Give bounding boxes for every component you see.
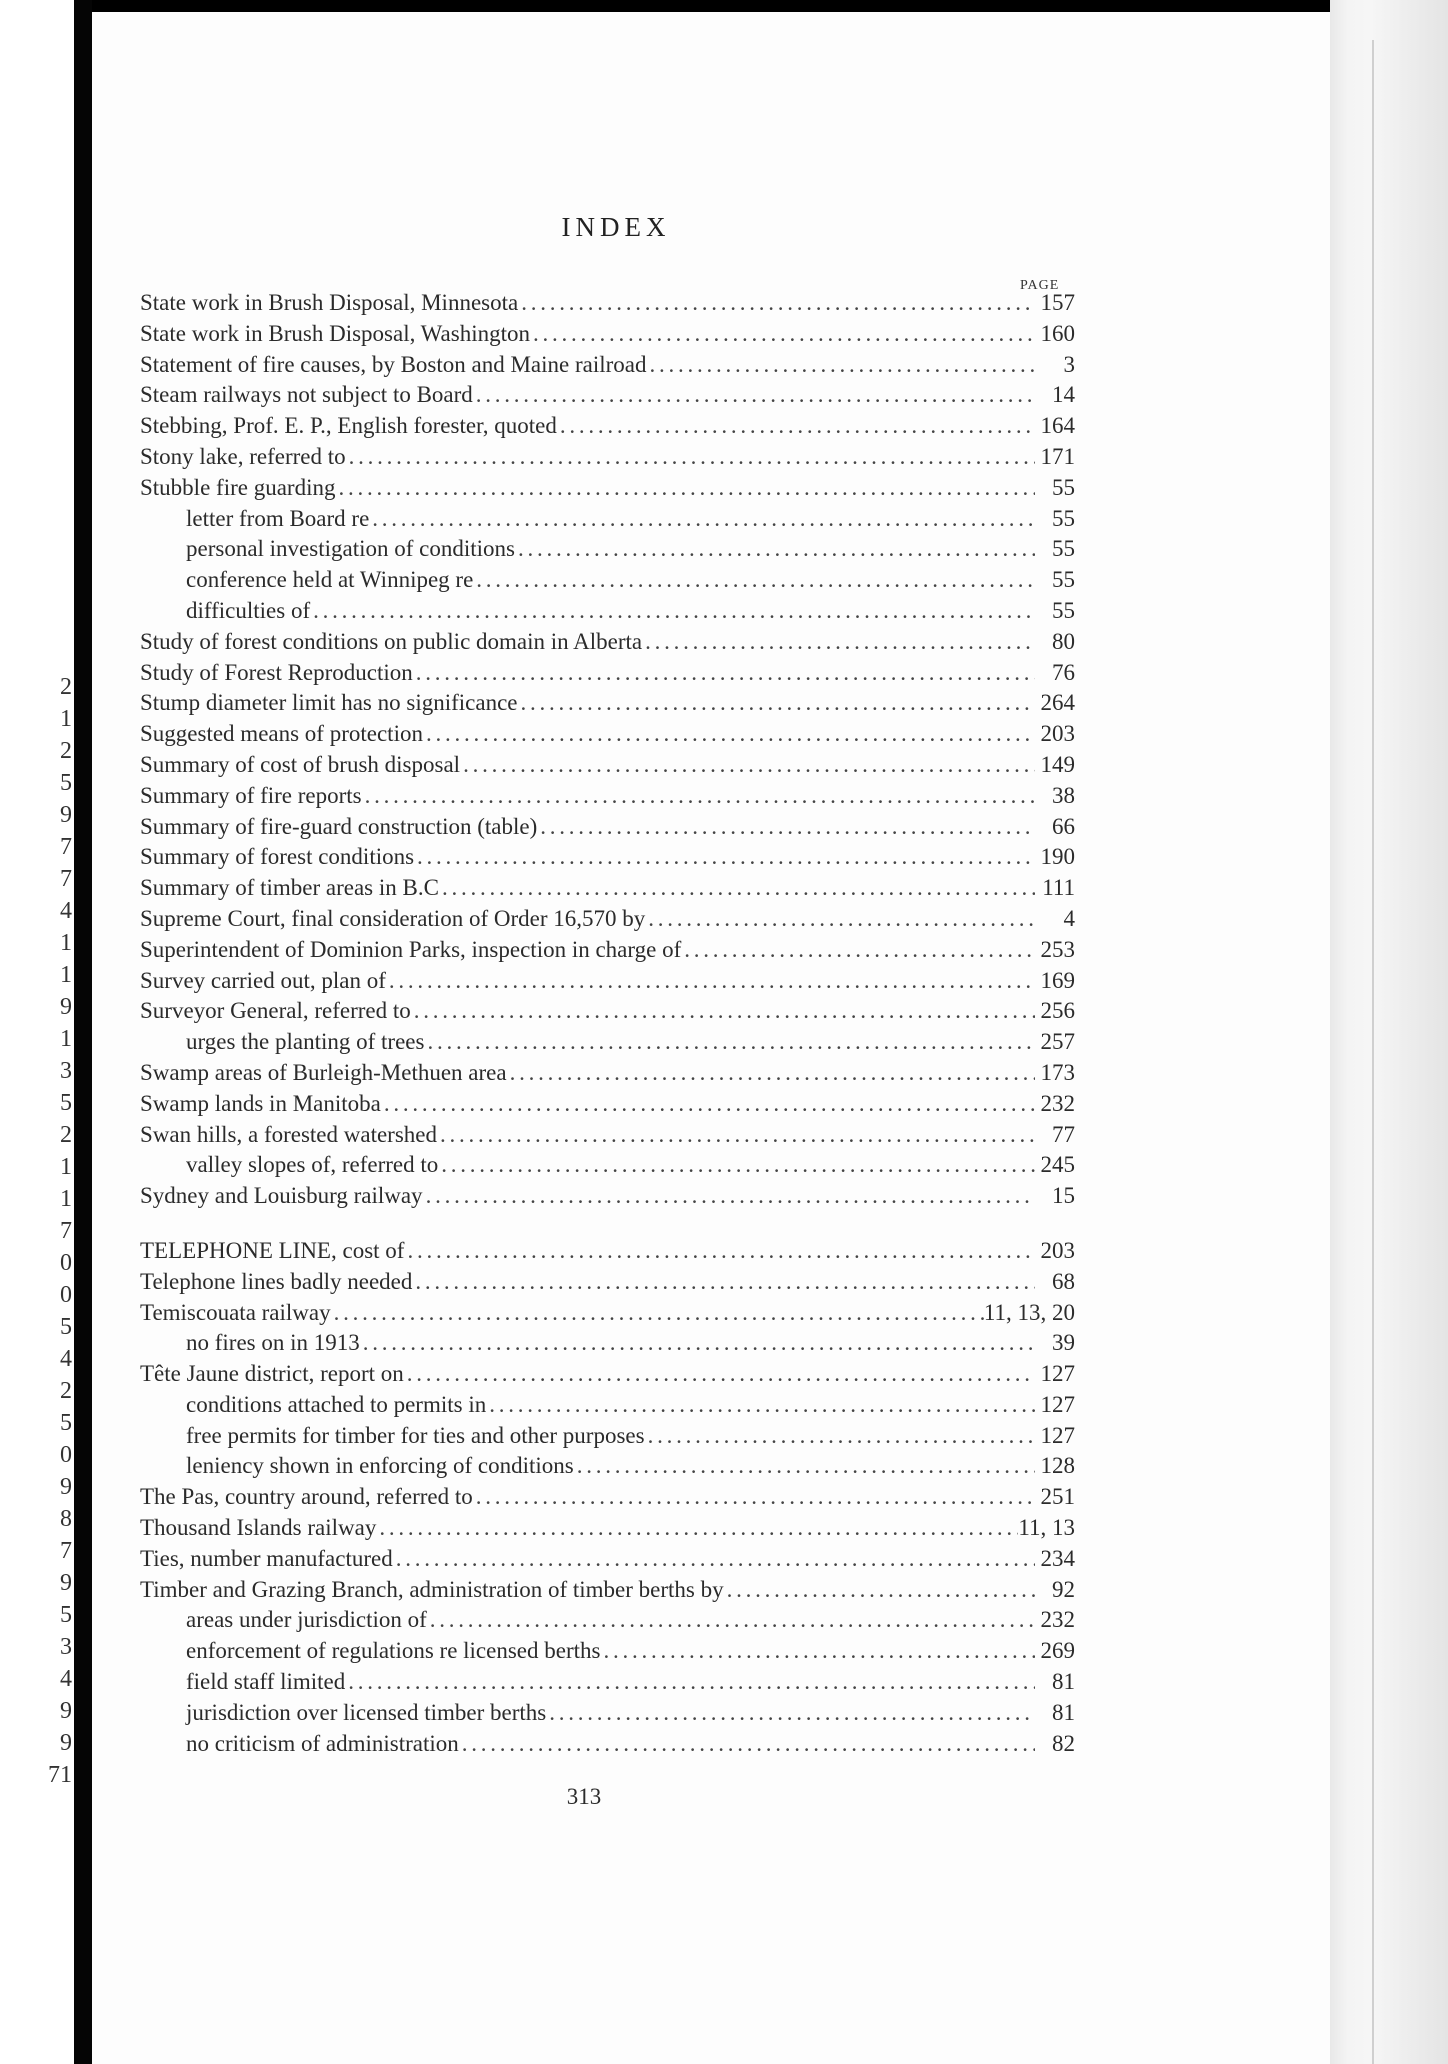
entry-label: areas under jurisdiction of [186, 1607, 427, 1633]
index-entry [140, 1298, 1075, 1329]
dot-leader [414, 842, 1035, 873]
facing-page-number: 5 [60, 1602, 72, 1628]
entry-page-ref: 55 [1052, 567, 1075, 593]
index-entry [140, 1482, 1075, 1513]
entry-page-ref: 127 [1040, 1361, 1075, 1387]
entry-label: State work in Brush Disposal, Minnesota [140, 290, 519, 315]
facing-page-number: 7 [60, 1218, 72, 1244]
entry-label: Summary of timber areas in B.C [140, 875, 439, 901]
entry-page-ref: 81 [1052, 1669, 1075, 1695]
index-entry [140, 781, 1075, 812]
entry-label: Stebbing, Prof. E. P., English forester, quoted [140, 413, 557, 439]
index-entry [140, 935, 1075, 966]
index-subentry [140, 596, 1075, 627]
entry-page-ref: 55 [1052, 536, 1075, 562]
facing-page-number: 0 [60, 1282, 72, 1308]
index-entry [140, 996, 1075, 1027]
index-entry [140, 719, 1075, 750]
entry-label: Surveyor General, referred to [140, 998, 411, 1024]
index-section-t [140, 1236, 1075, 1760]
index-entry [140, 1058, 1075, 1089]
dot-leader [460, 750, 1035, 781]
entry-label: Stump diameter limit has no significance [140, 690, 518, 716]
index-entry [140, 288, 1075, 319]
index-entry [140, 319, 1075, 350]
entry-page-ref: 92 [1052, 1576, 1075, 1602]
facing-page-number: 9 [60, 994, 72, 1020]
entry-page-ref: 157 [1040, 290, 1075, 315]
dot-leader [473, 380, 1035, 411]
entry-label: State work in Brush Disposal, Washington [140, 320, 530, 346]
entry-label: enforcement of regulations re licensed berths [186, 1638, 601, 1664]
entry-page-ref: 66 [1052, 813, 1075, 839]
entry-label: Swan hills, a forested watershed [140, 1121, 438, 1147]
entry-label: TELEPHONE LINE, cost of [140, 1237, 405, 1263]
facing-page-number: 7 [60, 866, 72, 892]
entry-label: conditions attached to permits in [186, 1391, 487, 1417]
entry-page-ref: 111 [1042, 875, 1075, 901]
entry-page-ref: 55 [1052, 597, 1075, 623]
entry-label: Suggested means of protection [140, 721, 423, 747]
dot-leader [645, 1421, 1035, 1452]
page-title: INDEX [561, 212, 671, 242]
dot-leader [335, 473, 1035, 504]
entry-label: Sydney and Louisburg railway [140, 1183, 423, 1209]
top-scan-border [0, 0, 1448, 12]
entry-label: valley slopes of, referred to [186, 1152, 439, 1178]
index-entry [140, 904, 1075, 935]
dot-leader [642, 627, 1035, 658]
dot-leader [404, 1359, 1035, 1390]
facing-page-number: 2 [60, 1378, 72, 1404]
entry-page-ref: 171 [1040, 443, 1075, 469]
entry-label: Stony lake, referred to [140, 443, 346, 469]
facing-page-number: 9 [60, 1474, 72, 1500]
entry-label: Summary of fire reports [140, 782, 362, 808]
facing-page-number: 1 [60, 706, 72, 732]
dot-leader [423, 719, 1035, 750]
index-subentry [140, 1729, 1075, 1760]
entry-page-ref: 68 [1052, 1268, 1075, 1294]
entry-page-ref: 232 [1040, 1607, 1075, 1633]
dot-leader [423, 1181, 1035, 1212]
index-subentry [140, 1421, 1075, 1452]
entry-label: Swamp lands in Manitoba [140, 1090, 381, 1116]
entry-label: Ties, number manufactured [140, 1545, 393, 1571]
index-subentry [140, 1390, 1075, 1421]
entry-page-ref: 257 [1040, 1029, 1075, 1055]
entry-page-ref: 55 [1052, 474, 1075, 500]
dot-leader [413, 658, 1035, 689]
dot-leader [546, 1698, 1035, 1729]
entry-label: Stubble fire guarding [140, 474, 336, 500]
facing-page-number: 0 [60, 1442, 72, 1468]
index-subentry [140, 1698, 1075, 1729]
dot-leader [412, 1267, 1035, 1298]
index-entry [140, 1181, 1075, 1212]
dot-leader [473, 1482, 1035, 1513]
entry-page-ref: 169 [1040, 967, 1075, 993]
entry-page-ref: 149 [1040, 751, 1075, 777]
index-subentry [140, 1328, 1075, 1359]
index-entry [140, 350, 1075, 381]
dot-leader [437, 1120, 1035, 1151]
facing-page-number: 1 [60, 1154, 72, 1180]
index-entry [140, 658, 1075, 689]
dot-leader [530, 319, 1035, 350]
facing-page-number: 3 [60, 1058, 72, 1084]
index-entry [140, 411, 1075, 442]
dot-leader [427, 1605, 1035, 1636]
entry-page-ref: 164 [1040, 413, 1075, 439]
dot-leader [600, 1636, 1035, 1667]
facing-page-number: 4 [60, 1666, 72, 1692]
page-stack-edge [1330, 0, 1448, 2064]
entry-label: no criticism of administration [186, 1730, 459, 1756]
entry-label: Study of Forest Reproduction [140, 659, 413, 685]
dot-leader [515, 534, 1035, 565]
dot-leader [345, 1667, 1035, 1698]
facing-page-number: 9 [60, 1730, 72, 1756]
entry-label: leniency shown in enforcing of conditions [186, 1453, 574, 1479]
index-subentry [140, 1150, 1075, 1181]
dot-leader [310, 596, 1035, 627]
dot-leader [369, 504, 1035, 535]
entry-page-ref: 82 [1052, 1730, 1075, 1756]
index-subentry [140, 1667, 1075, 1698]
entry-page-ref: 77 [1052, 1121, 1075, 1147]
entry-label: letter from Board re [186, 505, 370, 531]
dot-leader [681, 935, 1035, 966]
index-entry [140, 966, 1075, 997]
index-entry [140, 842, 1075, 873]
entry-page-ref: 269 [1040, 1638, 1075, 1664]
entry-label: Summary of fire-guard construction (table) [140, 813, 538, 839]
entry-page-ref: 3 [1063, 351, 1075, 377]
dot-leader [381, 1089, 1035, 1120]
entry-label: Summary of forest conditions [140, 844, 415, 870]
dot-leader [404, 1236, 1035, 1267]
index-subentry [140, 1451, 1075, 1482]
entry-label: Summary of cost of brush disposal [140, 751, 461, 777]
index-section-s [140, 288, 1075, 1212]
facing-page-number: 4 [60, 898, 72, 924]
index-subentry [140, 504, 1075, 535]
facing-page-number: 9 [60, 802, 72, 828]
dot-leader [438, 1150, 1035, 1181]
entry-page-ref: 173 [1040, 1059, 1075, 1085]
index-entry [140, 873, 1075, 904]
entry-label: Temiscouata railway [140, 1299, 331, 1325]
index-entry [140, 380, 1075, 411]
entry-page-ref: 160 [1040, 320, 1075, 346]
book-binding-gutter [74, 0, 92, 2064]
entry-label: free permits for timber for ties and other purposes [186, 1422, 645, 1448]
entry-page-ref: 234 [1040, 1545, 1075, 1571]
entry-page-ref: 128 [1040, 1453, 1075, 1479]
facing-page-number: 0 [60, 1250, 72, 1276]
entry-label: Statement of fire causes, by Boston and Maine railroad [140, 351, 647, 377]
entry-page-ref: 256 [1040, 998, 1075, 1024]
entry-label: Telephone lines badly needed [140, 1268, 413, 1294]
dot-leader [424, 1027, 1035, 1058]
entry-page-ref: 203 [1040, 1237, 1075, 1263]
entry-label: Timber and Grazing Branch, administration of timber berths by [140, 1576, 724, 1602]
entry-label: Supreme Court, final consideration of Order 16,570 by [140, 905, 646, 931]
dot-leader [473, 565, 1035, 596]
index-subentry [140, 1605, 1075, 1636]
facing-page-number: 1 [60, 962, 72, 988]
entry-label: Thousand Islands railway [140, 1515, 377, 1541]
index-entry [140, 1359, 1075, 1390]
dot-leader [362, 781, 1035, 812]
index-entry [140, 1120, 1075, 1151]
dot-leader [724, 1575, 1035, 1606]
facing-page-number: 2 [60, 1122, 72, 1148]
index-entry [140, 1544, 1075, 1575]
facing-page-number: 4 [60, 1346, 72, 1372]
entry-label: Swamp areas of Burleigh-Methuen area [140, 1059, 507, 1085]
entry-page-ref: 264 [1040, 690, 1075, 716]
index-entry [140, 750, 1075, 781]
section-gap [140, 1212, 1075, 1236]
entry-label: conference held at Winnipeg re [186, 567, 474, 593]
entry-label: The Pas, country around, referred to [140, 1484, 473, 1510]
entry-page-ref: 245 [1040, 1152, 1075, 1178]
dot-leader [331, 1298, 984, 1329]
dot-leader [439, 873, 1035, 904]
facing-page-number: 1 [60, 1186, 72, 1212]
facing-page-number: 5 [60, 1314, 72, 1340]
entry-label: urges the planting of trees [186, 1029, 425, 1055]
entry-page-ref: 14 [1052, 382, 1075, 408]
facing-page-number: 8 [60, 1506, 72, 1532]
entry-label: Superintendent of Dominion Parks, inspection in charge of [140, 936, 682, 962]
entry-page-ref: 251 [1040, 1484, 1075, 1510]
entry-page-ref: 55 [1052, 505, 1075, 531]
index-entry [140, 1575, 1075, 1606]
index-entry [140, 1089, 1075, 1120]
facing-page-number: 5 [60, 1090, 72, 1116]
entry-label: personal investigation of conditions [186, 536, 515, 562]
index-subentry [140, 1027, 1075, 1058]
entry-page-ref: 127 [1040, 1422, 1075, 1448]
dot-leader [574, 1451, 1035, 1482]
facing-page-number: 1 [60, 930, 72, 956]
dot-leader [645, 904, 1035, 935]
entry-label: no fires on in 1913 [186, 1330, 360, 1356]
entry-page-ref: 76 [1052, 659, 1075, 685]
entry-page-ref: 15 [1052, 1183, 1075, 1209]
entry-page-ref: 253 [1040, 936, 1075, 962]
dot-leader [411, 996, 1035, 1027]
dot-leader [537, 812, 1035, 843]
index-entries [140, 288, 1075, 1759]
dot-leader [518, 288, 1035, 319]
index-subentry [140, 565, 1075, 596]
facing-page-number: 5 [60, 770, 72, 796]
dot-leader [557, 411, 1035, 442]
entry-label: Survey carried out, plan of [140, 967, 386, 993]
index-entry [140, 1236, 1075, 1267]
dot-leader [459, 1729, 1035, 1760]
index-entry [140, 473, 1075, 504]
entry-label: Steam railways not subject to Board [140, 382, 473, 408]
page-column-label: PAGE [1020, 278, 1060, 293]
facing-page-number: 3 [60, 1634, 72, 1660]
index-entry [140, 688, 1075, 719]
dot-leader [507, 1058, 1035, 1089]
facing-page-number: 71 [48, 1762, 72, 1788]
index-entry [140, 1513, 1075, 1544]
entry-page-ref: 190 [1040, 844, 1075, 870]
facing-page-number: 1 [60, 1026, 72, 1052]
facing-page-number: 5 [60, 1410, 72, 1436]
page-edge-line [1372, 40, 1374, 2064]
entry-page-ref: 11, 13, 20 [983, 1299, 1075, 1325]
facing-page-number: 7 [60, 834, 72, 860]
dot-leader [393, 1544, 1035, 1575]
index-entry [140, 627, 1075, 658]
facing-page-number: 7 [60, 1538, 72, 1564]
entry-label: difficulties of [186, 597, 311, 623]
entry-page-ref: 4 [1063, 905, 1075, 931]
dot-leader [346, 442, 1035, 473]
index-entry [140, 812, 1075, 843]
page-number: 313 [566, 1784, 602, 1809]
index-entry [140, 1267, 1075, 1298]
entry-page-ref: 203 [1040, 721, 1075, 747]
entry-page-ref: 232 [1040, 1090, 1075, 1116]
facing-page-number: 9 [60, 1698, 72, 1724]
entry-label: Study of forest conditions on public domain in Alberta [140, 628, 643, 654]
dot-leader [486, 1390, 1035, 1421]
entry-label: field staff limited [186, 1669, 346, 1695]
dot-leader [386, 966, 1035, 997]
entry-page-ref: 39 [1052, 1330, 1075, 1356]
entry-label: Tête Jaune district, report on [140, 1361, 404, 1387]
entry-page-ref: 127 [1040, 1391, 1075, 1417]
facing-page-number: 2 [60, 738, 72, 764]
entry-label: jurisdiction over licensed timber berths [186, 1699, 547, 1725]
dot-leader [518, 688, 1035, 719]
index-subentry [140, 534, 1075, 565]
dot-leader [360, 1328, 1035, 1359]
dot-leader [647, 350, 1036, 381]
dot-leader [376, 1513, 1018, 1544]
entry-page-ref: 38 [1052, 782, 1075, 808]
entry-page-ref: 81 [1052, 1699, 1075, 1725]
index-entry [140, 442, 1075, 473]
facing-page-number: 9 [60, 1570, 72, 1596]
entry-page-ref: 11, 13 [1018, 1515, 1075, 1541]
entry-page-ref: 80 [1052, 628, 1075, 654]
index-subentry [140, 1636, 1075, 1667]
facing-page-number: 2 [60, 674, 72, 700]
